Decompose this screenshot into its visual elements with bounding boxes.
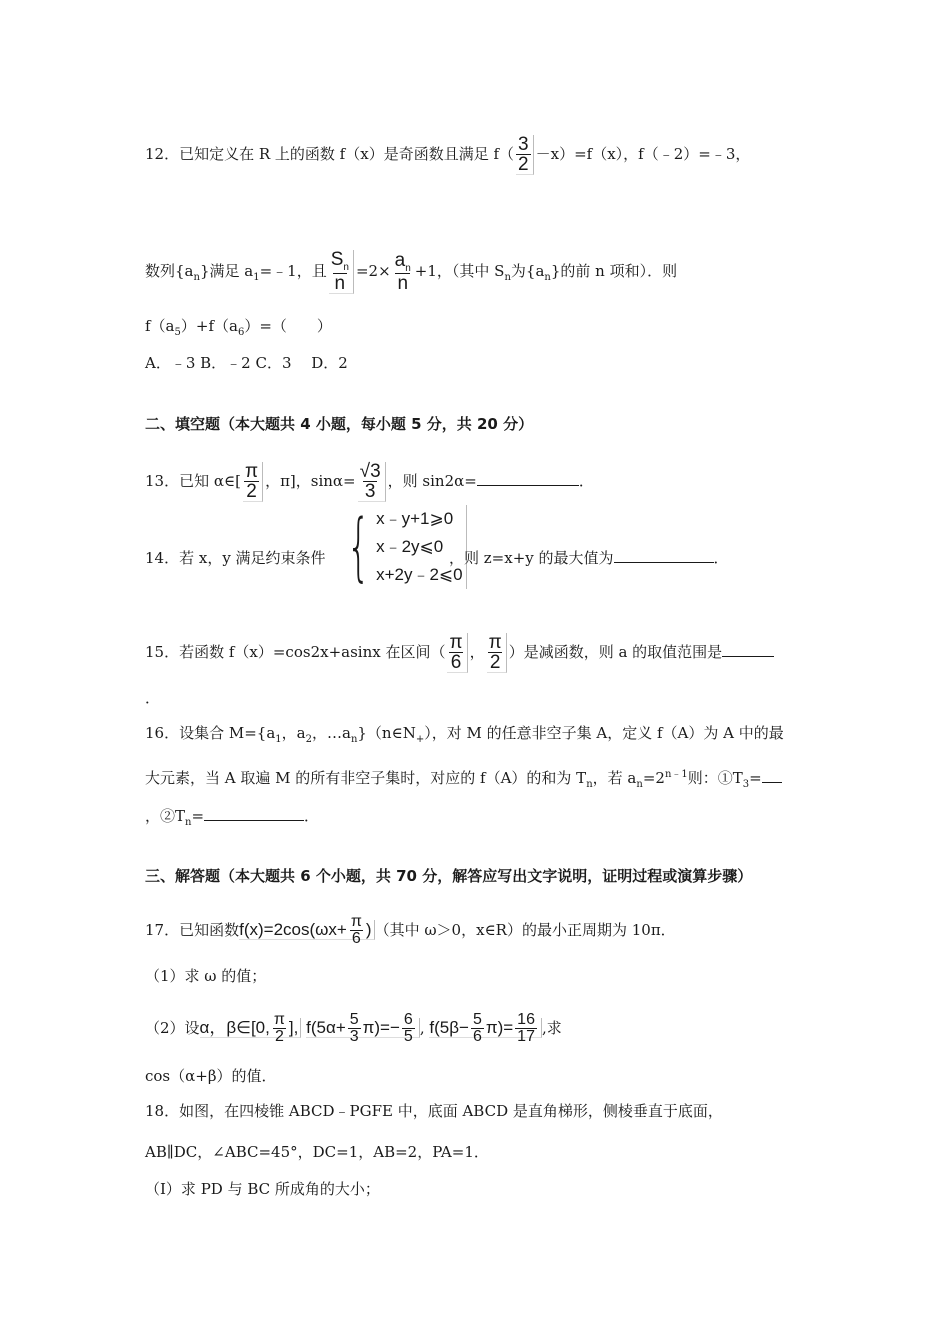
q15-end: ．	[145, 689, 161, 707]
answer-blank	[614, 548, 714, 563]
constraint-2: x﹣2y⩽0	[376, 537, 444, 556]
q18-line1: 18．如图，在四棱锥 ABCD﹣PGFE 中，底面 ABCD 是直角梯形，侧棱垂直于底面，	[145, 1102, 723, 1120]
q17-part1: （1）求 ω 的值；	[145, 967, 267, 985]
fraction-pi-over-2: $\frac{\pi}{2}$	[487, 633, 507, 673]
q17-line1: 17．已知函数f(x)=2cos(ωx+ $\frac{\pi}{6}$ ) （其中 ω＞0，x∈R）的最小正周期为 10π．	[145, 913, 676, 947]
left-brace: {	[346, 504, 371, 590]
q12-options: A．﹣3 B．﹣2 C．3 D．2	[145, 354, 348, 372]
condition-f-alpha: f(5α+ $\frac{5}{3}$ π)=− $\frac{6}{5}$	[306, 1018, 420, 1038]
q15-line: 15．若函数 f（x）=cos2x+asinx 在区间（ $\frac{\pi}{6}$ ， $\frac{\pi}{2}$ ）是减函数，则 a 的取值范围是	[145, 633, 774, 673]
q16-line2: 大元素，当 A 取遍 M 的所有非空子集时，对应的 f（A）的和为 $T_n$，若 $a_n=2^{n﹣1}$则：$①T_3=$	[145, 765, 782, 795]
constraint-1: x﹣y+1⩾0	[376, 509, 454, 528]
q14-text-left: 14．若 x，y 满足约束条件	[145, 549, 326, 567]
answer-blank	[477, 471, 579, 486]
q13-line: 13．已知 α∈[ $\frac{\pi}{2}$ ，π]，sinα= $\frac{√3}{3}$ ，则 sin2α= ．	[145, 461, 594, 502]
answer-blank	[722, 642, 774, 657]
q16-line1: 16．设集合 $M=\{a_1$，$a_2$，$\dots a_n\}(n\in N_+)$，对 M 的任意非空子集 A，定义 f（A）为 A 中的最	[145, 724, 784, 745]
fraction-3-over-2: $\frac{3}{2}$	[516, 135, 534, 175]
function-definition: f(x)=2cos(ωx+ $\frac{\pi}{6}$ )	[239, 920, 374, 940]
q18-line2: AB∥DC，∠ABC=45°，DC=1，AB=2，PA=1．	[145, 1143, 489, 1161]
q17-part2: （2）设α，β∈[0, $\frac{\pi}{2}$ ], f(5α+ $\frac{5}{3}$ π)=− $\frac{6}{5}$ , f(5β− $\frac{5}{6}$ π)= $\frac{16}{17}$ ,求	[145, 1011, 562, 1045]
condition-alpha-beta: α，β∈[0, $\frac{\pi}{2}$ ],	[200, 1018, 302, 1038]
q12-line3: $f(a_5)+f(a_6)=$（ ）	[145, 317, 332, 338]
q14-text-right: ，则 z=x+y 的最大值为 ．	[449, 549, 729, 567]
q17-cos-line: cos（α+β）的值．	[145, 1067, 277, 1085]
constraint-3: x+2y﹣2⩽0	[376, 565, 463, 584]
answer-blank	[204, 806, 304, 821]
fraction-an-over-n: $\frac{a_n}{n}$	[394, 249, 411, 295]
answer-blank	[762, 768, 782, 783]
q12-line2: 数列$\{a_n\}$满足 $a_1=﹣1$，且 $\frac{S_n}{n}$ =2× $\frac{a_n}{n}$ +1，（其中 $S_n$为$\{a_n\}$的前 n 项和）．则	[145, 249, 678, 295]
fraction-pi-over-6: $\frac{\pi}{6}$	[447, 633, 467, 673]
section2-heading: 二、填空题（本大题共 4 小题，每小题 5 分，共 20 分）	[145, 415, 534, 433]
section3-heading: 三、解答题（本大题共 6 个小题，共 70 分，解答应写出文字说明，证明过程或演算步骤）	[145, 867, 753, 885]
condition-f-beta: f(5β− $\frac{5}{6}$ π)= $\frac{16}{17}$	[429, 1018, 542, 1038]
q18-part1: （Ⅰ）求 PD 与 BC 所成角的大小；	[145, 1180, 380, 1198]
constraint-system	[335, 505, 467, 589]
fraction-pi-over-2: $\frac{\pi}{2}$	[243, 462, 263, 502]
q12-line1: 12．已知定义在 R 上的函数 f（x）是奇函数且满足 f（ $\frac{3}{2}$ －x）=f（x），f（﹣2）=﹣3，	[145, 134, 751, 175]
fraction-sqrt3-over-3: $\frac{√3}{3}$	[358, 462, 386, 502]
fraction-sn-over-n: $\frac{S_n}{n}$	[329, 250, 354, 294]
q16-line3: ，$②T_n=$ ．	[145, 807, 320, 828]
